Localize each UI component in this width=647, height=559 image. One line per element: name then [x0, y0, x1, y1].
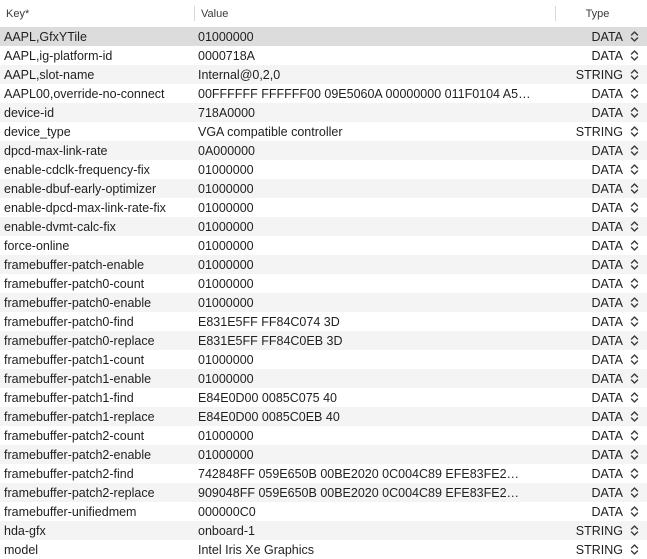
row-key[interactable]: framebuffer-patch0-replace [4, 333, 155, 348]
row-key[interactable]: model [4, 542, 39, 557]
row-value[interactable]: Internal@0,2,0 [198, 67, 281, 82]
row-key[interactable]: hda-gfx [4, 523, 46, 538]
row-value[interactable]: 01000000 [198, 295, 254, 310]
table-row[interactable] [0, 369, 647, 388]
row-type-label: DATA [591, 504, 623, 519]
row-key[interactable]: framebuffer-patch2-enable [4, 447, 152, 462]
row-value[interactable]: 909048FF 059E650B 00BE2020 0C004C89 EFE83FE2… [198, 485, 520, 500]
row-type-popup[interactable] [556, 144, 647, 158]
row-type-popup[interactable] [556, 353, 647, 367]
table-row[interactable] [0, 426, 647, 445]
row-value[interactable]: 01000000 [198, 29, 254, 44]
row-value[interactable]: Intel Iris Xe Graphics [198, 542, 315, 557]
row-type-label: DATA [591, 409, 623, 424]
row-key[interactable]: enable-dpcd-max-link-rate-fix [4, 200, 166, 215]
row-key[interactable]: framebuffer-patch2-find [4, 466, 134, 481]
table-row[interactable] [0, 540, 647, 559]
row-key[interactable]: device-id [4, 105, 55, 120]
row-type-popup[interactable] [556, 125, 647, 139]
row-type-popup[interactable] [556, 410, 647, 424]
chevron-up-down-icon[interactable] [630, 106, 639, 119]
chevron-up-down-icon[interactable] [630, 277, 639, 290]
row-type-popup[interactable] [556, 296, 647, 310]
row-type-popup[interactable] [556, 543, 647, 557]
table-row[interactable] [0, 274, 647, 293]
chevron-up-down-icon[interactable] [630, 125, 639, 138]
row-type-popup[interactable] [556, 258, 647, 272]
row-type-label: DATA [591, 314, 623, 329]
row-type-label: STRING [575, 542, 623, 557]
chevron-up-down-icon[interactable] [630, 429, 639, 442]
chevron-up-down-icon[interactable] [630, 220, 639, 233]
row-type-popup[interactable] [556, 49, 647, 63]
chevron-up-down-icon[interactable] [630, 524, 639, 537]
row-key[interactable]: framebuffer-patch1-count [4, 352, 145, 367]
row-value[interactable]: 01000000 [198, 428, 254, 443]
row-value[interactable]: 01000000 [198, 371, 254, 386]
table-row[interactable] [0, 255, 647, 274]
table-row[interactable] [0, 293, 647, 312]
row-value[interactable]: E84E0D00 0085C0EB 40 [198, 409, 340, 424]
row-type-label: DATA [591, 48, 623, 63]
row-type-popup[interactable] [556, 448, 647, 462]
table-row[interactable] [0, 388, 647, 407]
table-row[interactable] [0, 84, 647, 103]
row-type-label: STRING [575, 124, 623, 139]
row-value[interactable]: 00FFFFFF FFFFFF00 09E5060A 00000000 011F0104 A5… [198, 86, 531, 101]
row-type-popup[interactable] [556, 239, 647, 253]
chevron-up-down-icon[interactable] [630, 182, 639, 195]
row-value[interactable]: 01000000 [198, 276, 254, 291]
table-row[interactable] [0, 464, 647, 483]
row-key[interactable]: AAPL,GfxYTile [4, 29, 87, 44]
row-type-label: DATA [591, 485, 623, 500]
chevron-up-down-icon[interactable] [630, 410, 639, 423]
row-value[interactable]: E831E5FF FF84C0EB 3D [198, 333, 343, 348]
column-header-type-label: Type [585, 7, 610, 20]
chevron-up-down-icon[interactable] [630, 486, 639, 499]
chevron-up-down-icon[interactable] [630, 30, 639, 43]
row-key[interactable]: AAPL,ig-platform-id [4, 48, 113, 63]
chevron-up-down-icon[interactable] [630, 296, 639, 309]
row-key[interactable]: framebuffer-patch2-count [4, 428, 145, 443]
chevron-up-down-icon[interactable] [630, 353, 639, 366]
row-key[interactable]: enable-cdclk-frequency-fix [4, 162, 150, 177]
row-type-label: DATA [591, 466, 623, 481]
row-type-popup[interactable] [556, 315, 647, 329]
row-type-popup[interactable] [556, 182, 647, 196]
row-type-label: DATA [591, 162, 623, 177]
table-body [0, 27, 647, 559]
table-row[interactable] [0, 445, 647, 464]
column-header-key-label: Key* [6, 7, 30, 20]
row-value[interactable]: 01000000 [198, 181, 254, 196]
column-header-value[interactable] [195, 0, 556, 27]
row-key[interactable]: dpcd-max-link-rate [4, 143, 108, 158]
table-row[interactable] [0, 312, 647, 331]
row-value[interactable]: 000000C0 [198, 504, 256, 519]
table-row[interactable] [0, 521, 647, 540]
row-type-label: STRING [575, 67, 623, 82]
row-type-popup[interactable] [556, 486, 647, 500]
row-key[interactable]: device_type [4, 124, 71, 139]
chevron-up-down-icon[interactable] [630, 505, 639, 518]
chevron-up-down-icon[interactable] [630, 258, 639, 271]
row-key[interactable]: force-online [4, 238, 70, 253]
chevron-up-down-icon[interactable] [630, 201, 639, 214]
row-type-popup[interactable] [556, 201, 647, 215]
row-key[interactable]: framebuffer-patch1-enable [4, 371, 152, 386]
row-value[interactable]: 01000000 [198, 447, 254, 462]
row-type-popup[interactable] [556, 372, 647, 386]
row-type-label: DATA [591, 447, 623, 462]
row-value[interactable]: 01000000 [198, 219, 254, 234]
chevron-up-down-icon[interactable] [630, 144, 639, 157]
row-type-popup[interactable] [556, 106, 647, 120]
row-type-label: STRING [575, 523, 623, 538]
row-value[interactable]: 742848FF 059E650B 00BE2020 0C004C89 EFE83FE2… [198, 466, 520, 481]
row-type-label: DATA [591, 181, 623, 196]
row-type-label: DATA [591, 200, 623, 215]
chevron-up-down-icon[interactable] [630, 87, 639, 100]
row-key[interactable]: enable-dvmt-calc-fix [4, 219, 116, 234]
table-row[interactable] [0, 65, 647, 84]
chevron-up-down-icon[interactable] [630, 448, 639, 461]
table-row[interactable] [0, 103, 647, 122]
row-key[interactable]: framebuffer-patch-enable [4, 257, 145, 272]
chevron-up-down-icon[interactable] [630, 68, 639, 81]
table-row[interactable] [0, 198, 647, 217]
row-key[interactable]: AAPL00,override-no-connect [4, 86, 165, 101]
table-header [0, 0, 647, 28]
row-key[interactable]: framebuffer-patch1-replace [4, 409, 155, 424]
row-value[interactable]: VGA compatible controller [198, 124, 343, 139]
row-type-popup[interactable] [556, 467, 647, 481]
chevron-up-down-icon[interactable] [630, 467, 639, 480]
row-type-popup[interactable] [556, 87, 647, 101]
row-type-label: DATA [591, 371, 623, 386]
row-value[interactable]: 01000000 [198, 200, 254, 215]
row-value[interactable]: 01000000 [198, 238, 254, 253]
row-type-label: DATA [591, 219, 623, 234]
row-type-label: DATA [591, 428, 623, 443]
chevron-up-down-icon[interactable] [630, 239, 639, 252]
row-type-popup[interactable] [556, 277, 647, 291]
column-header-key[interactable] [0, 0, 195, 27]
row-value[interactable]: 0A000000 [198, 143, 256, 158]
table-row[interactable] [0, 483, 647, 502]
row-value[interactable]: E84E0D00 0085C075 40 [198, 390, 338, 405]
row-type-popup[interactable] [556, 68, 647, 82]
row-type-label: DATA [591, 143, 623, 158]
row-value[interactable]: 01000000 [198, 352, 254, 367]
chevron-up-down-icon[interactable] [630, 391, 639, 404]
row-value[interactable]: 01000000 [198, 162, 254, 177]
table-row[interactable] [0, 122, 647, 141]
row-type-label: DATA [591, 105, 623, 120]
row-value[interactable]: E831E5FF FF84C074 3D [198, 314, 340, 329]
row-type-popup[interactable] [556, 505, 647, 519]
row-type-popup[interactable] [556, 220, 647, 234]
table-row[interactable] [0, 46, 647, 65]
row-type-popup[interactable] [556, 429, 647, 443]
row-value[interactable]: 01000000 [198, 257, 254, 272]
chevron-up-down-icon[interactable] [630, 334, 639, 347]
row-key[interactable]: enable-dbuf-early-optimizer [4, 181, 157, 196]
row-type-popup[interactable] [556, 524, 647, 538]
table-row[interactable] [0, 160, 647, 179]
table-row[interactable] [0, 27, 647, 46]
table-row[interactable] [0, 179, 647, 198]
chevron-up-down-icon[interactable] [630, 315, 639, 328]
row-type-popup[interactable] [556, 163, 647, 177]
row-type-label: DATA [591, 29, 623, 44]
chevron-up-down-icon[interactable] [630, 49, 639, 62]
row-value[interactable]: onboard-1 [198, 523, 255, 538]
row-key[interactable]: framebuffer-patch0-enable [4, 295, 152, 310]
row-key[interactable]: framebuffer-patch2-replace [4, 485, 155, 500]
row-key[interactable]: framebuffer-patch1-find [4, 390, 134, 405]
chevron-up-down-icon[interactable] [630, 543, 639, 556]
row-type-label: DATA [591, 352, 623, 367]
row-key[interactable]: framebuffer-unifiedmem [4, 504, 137, 519]
column-header-value-label: Value [201, 7, 229, 20]
table-row[interactable] [0, 331, 647, 350]
chevron-up-down-icon[interactable] [630, 372, 639, 385]
table-row[interactable] [0, 236, 647, 255]
row-type-label: DATA [591, 295, 623, 310]
row-type-label: DATA [591, 276, 623, 291]
table-row[interactable] [0, 407, 647, 426]
row-value[interactable]: 718A0000 [198, 105, 256, 120]
row-type-label: DATA [591, 390, 623, 405]
row-type-label: DATA [591, 257, 623, 272]
row-key[interactable]: framebuffer-patch0-count [4, 276, 145, 291]
row-key[interactable]: AAPL,slot-name [4, 67, 95, 82]
table-row[interactable] [0, 141, 647, 160]
table-row[interactable] [0, 350, 647, 369]
row-key[interactable]: framebuffer-patch0-find [4, 314, 134, 329]
row-type-label: DATA [591, 86, 623, 101]
row-value[interactable]: 0000718A [198, 48, 256, 63]
row-type-popup[interactable] [556, 391, 647, 405]
column-header-type[interactable] [556, 0, 647, 27]
table-row[interactable] [0, 502, 647, 521]
row-type-label: DATA [591, 238, 623, 253]
row-type-label: DATA [591, 333, 623, 348]
row-type-popup[interactable] [556, 334, 647, 348]
chevron-up-down-icon[interactable] [630, 163, 639, 176]
row-type-popup[interactable] [556, 30, 647, 44]
table-row[interactable] [0, 217, 647, 236]
